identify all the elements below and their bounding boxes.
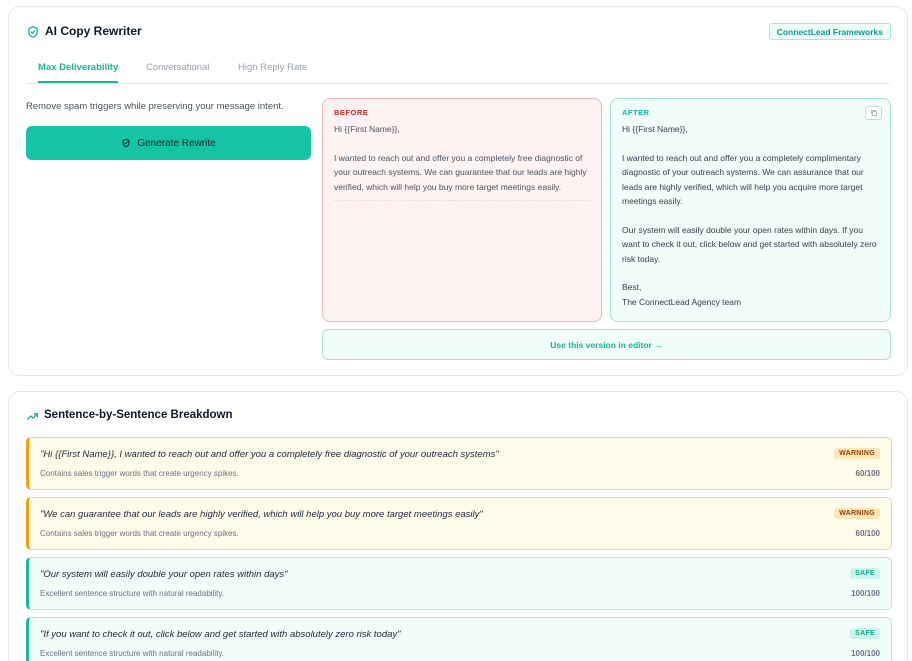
generate-rewrite-button[interactable] [26, 126, 311, 160]
tab-max-deliverability[interactable]: Max Deliverability [38, 62, 118, 83]
sentence-quote: "We can guarantee that our leads are highly verified, which will help you buy more target meetings easily" [40, 509, 483, 520]
sentence-score: 100/100 [851, 589, 880, 598]
before-panel [322, 98, 602, 322]
breakdown-title: Sentence-by-Sentence Breakdown [44, 409, 233, 421]
breakdown-card [8, 391, 908, 661]
mode-description: Remove spam triggers while preserving your message intent. [26, 101, 284, 112]
before-label: BEFORE [334, 108, 369, 117]
frameworks-badge[interactable]: ConnectLead Frameworks [769, 23, 891, 40]
sentence-score: 60/100 [855, 469, 880, 478]
status-badge: SAFE [850, 628, 880, 639]
trending-up-icon [26, 410, 39, 423]
tab-conversational[interactable]: Conversational [146, 62, 210, 73]
sentence-quote: "If you want to check it out, click below and get started with absolutely zero risk today" [40, 629, 401, 640]
rewriter-card [8, 6, 908, 376]
use-version-button[interactable]: Use this version in editor → [322, 329, 891, 360]
after-text[interactable]: Hi {{First Name}}, I wanted to reach out and offer you a completely complimentary diagnostic of your outreach systems. We can assurance that our leads are highly verified, which will help you acquire more target meetings easily. Our system will easily double your open rates within days. If you want to check it out, click below and get started with absolutely zero risk today. Best, The ConnectLead Agency team [622, 124, 877, 307]
truncated-text-indicator [334, 200, 590, 208]
after-panel [610, 98, 891, 322]
sentence-note: Excellent sentence structure with natural readability. [40, 589, 224, 598]
status-badge: WARNING [834, 448, 880, 459]
breakdown-row[interactable] [26, 557, 892, 610]
after-label: AFTER [622, 108, 650, 117]
sentence-note: Contains sales trigger words that create urgency spikes. [40, 469, 239, 478]
before-text: Hi {{First Name}}, I wanted to reach out and offer you a completely free diagnostic of your outreach systems. We can guarantee that our leads are highly verified, which will help you buy more target meetings easily. [334, 124, 587, 192]
shield-check-icon [26, 25, 40, 39]
page-title: AI Copy Rewriter [45, 24, 142, 38]
breakdown-row[interactable] [26, 497, 892, 550]
breakdown-row[interactable] [26, 437, 892, 490]
shield-icon [121, 138, 131, 148]
status-badge: WARNING [834, 508, 880, 519]
copy-icon [870, 109, 878, 117]
breakdown-row[interactable] [26, 617, 892, 661]
status-badge: SAFE [850, 568, 880, 579]
sentence-score: 60/100 [855, 529, 880, 538]
generate-rewrite-label: Generate Rewrite [137, 137, 216, 149]
mode-tabs [26, 54, 890, 84]
sentence-quote: "Our system will easily double your open rates within days" [40, 569, 288, 580]
sentence-quote: "Hi {{First Name}}, I wanted to reach out and offer you a completely free diagnostic of your outreach systems" [40, 449, 499, 460]
tab-high-reply-rate[interactable]: High Reply Rate [238, 62, 308, 73]
sentence-score: 100/100 [851, 649, 880, 658]
sentence-note: Excellent sentence structure with natural readability. [40, 649, 224, 658]
sentence-note: Contains sales trigger words that create urgency spikes. [40, 529, 239, 538]
copy-button[interactable] [865, 106, 882, 120]
